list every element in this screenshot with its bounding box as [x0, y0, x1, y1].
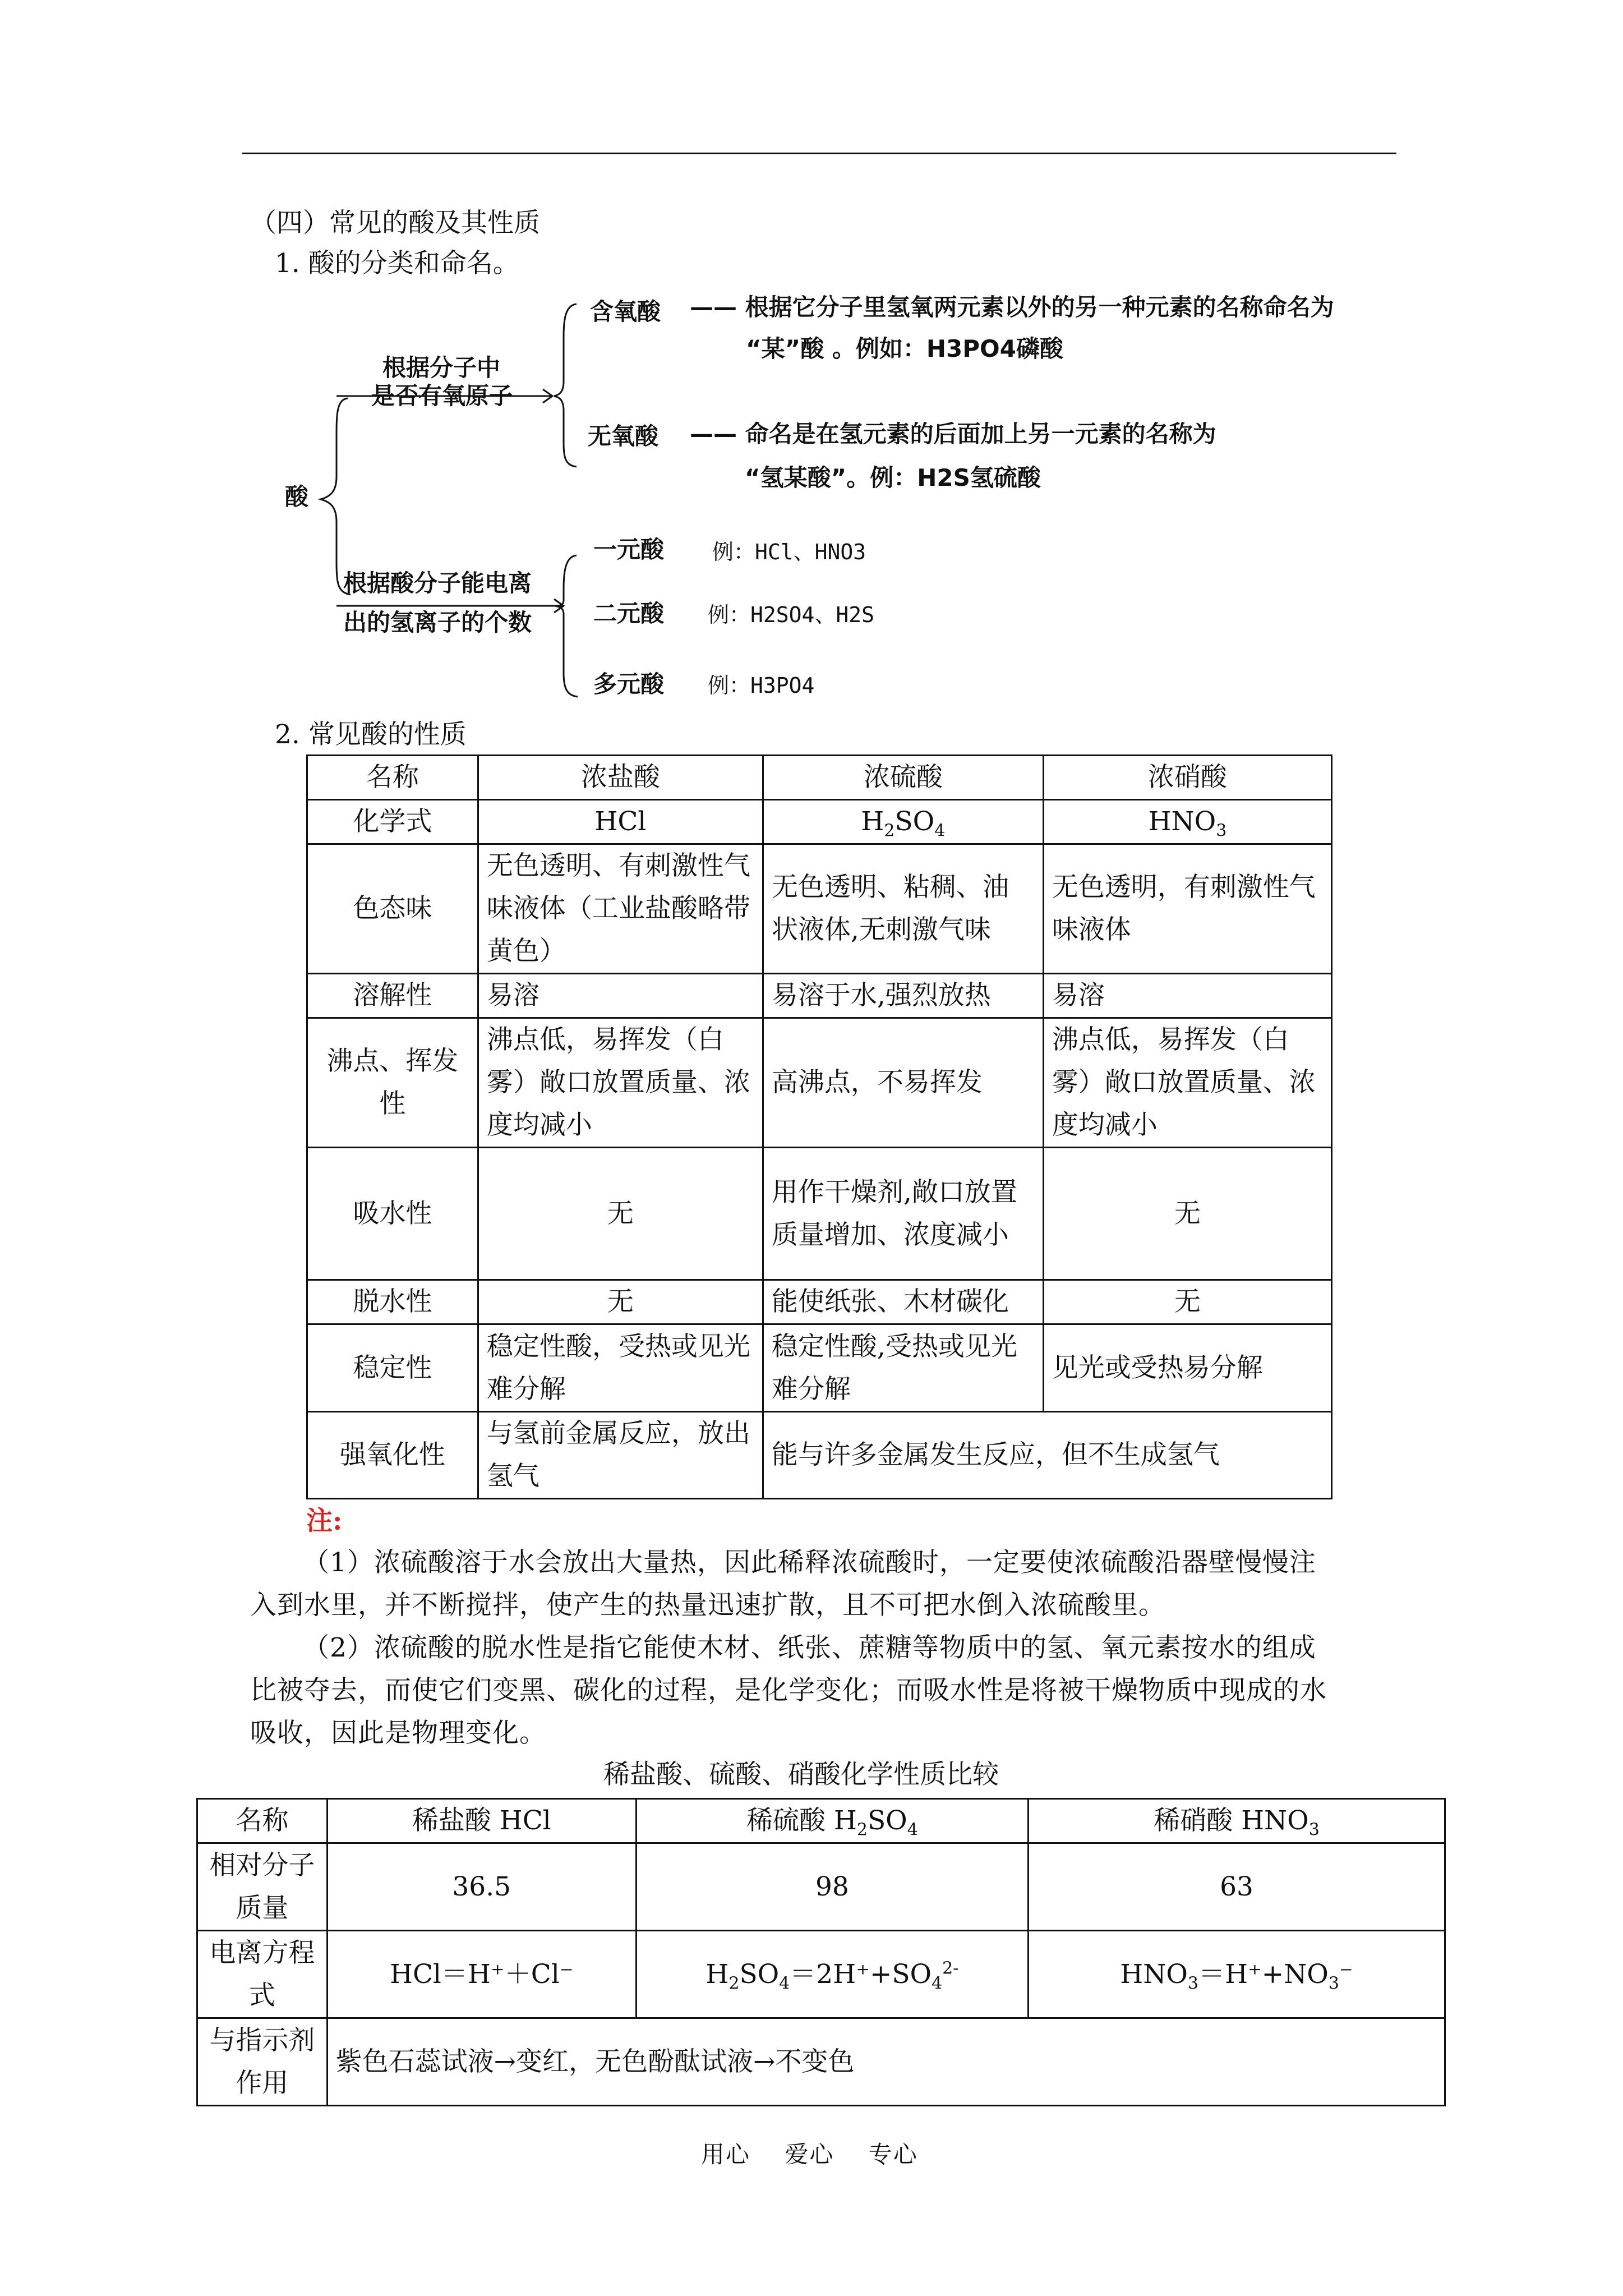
- t2-header-hno3: 稀硝酸 $HNO_3$: [1028, 1799, 1445, 1843]
- t2-ion-label: 电离方程式: [197, 1931, 328, 2018]
- t1-cell: 高沸点，不易挥发: [763, 1018, 1043, 1148]
- poly-acid-example: 例：H3PO4: [708, 673, 815, 698]
- t2-ion-hno3: $HNO_3=H^++NO_3^-$: [1028, 1931, 1445, 2018]
- t1-header-hno3: 浓硝酸: [1043, 756, 1331, 800]
- t1-header-name: 名称: [307, 756, 478, 800]
- t1-cell: 无色透明、有刺激性气味液体（工业盐酸略带黄色）: [478, 844, 763, 974]
- t1-cell: 与氢前金属反应，放出氢气: [478, 1412, 763, 1499]
- branch2-line1: 根据酸分子能电离: [343, 569, 532, 597]
- t1-formula-label: 化学式: [307, 800, 478, 844]
- nonoxy-acid-desc2: “氢某酸”。例：H2S氢硫酸: [745, 464, 1041, 491]
- t1-cell: 无: [1043, 1148, 1331, 1280]
- t2-ion-h2so4: $H_2SO_4=2H^++SO_4^{2-}$: [636, 1931, 1028, 2018]
- t1-row-label: 稳定性: [307, 1324, 478, 1412]
- t1-cell-merged: 能与许多金属发生反应，但不生成氢气: [763, 1412, 1331, 1499]
- t1-cell: 沸点低，易挥发（白雾）敞口放置质量、浓度均减小: [478, 1018, 763, 1148]
- t1-cell: 见光或受热易分解: [1043, 1324, 1331, 1412]
- t1-row-label: 溶解性: [307, 974, 478, 1018]
- t1-formula-hno3: $HNO_3$: [1043, 800, 1331, 844]
- t1-formula-h2so4: $H_2SO_4$: [763, 800, 1043, 844]
- note-2-line: 吸收，因此是物理变化。: [250, 1718, 546, 1749]
- branch1-line2: 是否有氧原子: [371, 382, 513, 409]
- item2-title: 2. 常见酸的性质: [275, 719, 467, 750]
- t2-header-hcl: 稀盐酸 HCl: [327, 1799, 636, 1843]
- t2-header-h2so4: 稀硫酸 $H_2SO_4$: [636, 1799, 1028, 1843]
- acid-classification-diagram: [258, 269, 1334, 712]
- t1-cell: 无: [478, 1280, 763, 1324]
- t1-cell: 沸点低，易挥发（白雾）敞口放置质量、浓度均减小: [1043, 1018, 1331, 1148]
- di-acid-example: 例：H2SO4、H2S: [708, 602, 875, 627]
- t1-row-label: 吸水性: [307, 1148, 478, 1280]
- t2-indicator-value: 紫色石蕊试液→变红，无色酚酞试液→不变色: [327, 2018, 1445, 2106]
- note-1: [250, 1542, 1400, 1627]
- nonoxy-acid-desc1: —— 命名是在氢元素的后面加上另一元素的名称为: [690, 420, 1216, 448]
- t1-cell: 能使纸张、木材碳化: [763, 1280, 1043, 1324]
- table2-title: 稀盐酸、硫酸、硝酸化学性质比较: [603, 1759, 999, 1790]
- note-2: [250, 1627, 1400, 1755]
- item1-title: 1. 酸的分类和命名。: [275, 248, 519, 279]
- t1-header-hcl: 浓盐酸: [478, 756, 763, 800]
- t1-row-label: 沸点、挥发性: [307, 1018, 478, 1148]
- note-label: 注:: [306, 1506, 343, 1536]
- note-1-line: （1）浓硫酸溶于水会放出大量热，因此稀释浓硫酸时，一定要使浓硫酸沿器壁慢慢注: [303, 1547, 1316, 1578]
- nonoxy-acid-label: 无氧酸: [588, 422, 659, 450]
- t2-mass-h2so4: 98: [636, 1843, 1028, 1931]
- t1-cell: 无色透明，有刺激性气味液体: [1043, 844, 1331, 974]
- branch1-line1: 根据分子中: [382, 354, 501, 381]
- t1-header-h2so4: 浓硫酸: [763, 756, 1043, 800]
- mono-acid-example: 例：HCl、HNO3: [712, 540, 866, 564]
- t1-row-label: 色态味: [307, 844, 478, 974]
- dilute-acids-table: [196, 1798, 1446, 2106]
- diagram-root-label: 酸: [285, 483, 309, 510]
- oxy-acid-desc2: “某”酸 。例如：H3PO4磷酸: [746, 335, 1063, 362]
- t1-row-label: 强氧化性: [307, 1412, 478, 1499]
- t1-cell: 易溶于水,强烈放热: [763, 974, 1043, 1018]
- t1-cell: 稳定性酸，受热或见光难分解: [478, 1324, 763, 1412]
- oxy-acid-label: 含氧酸: [590, 298, 661, 325]
- header-rule: [242, 153, 1396, 154]
- oxy-acid-desc1: —— 根据它分子里氢氧两元素以外的另一种元素的名称命名为: [690, 293, 1334, 321]
- t1-cell: 易溶: [1043, 974, 1331, 1018]
- t2-header-name: 名称: [197, 1799, 328, 1843]
- t1-row-label: 脱水性: [307, 1280, 478, 1324]
- poly-acid-label: 多元酸: [593, 670, 665, 698]
- t1-formula-hcl: HCl: [478, 800, 763, 844]
- t1-cell: 无色透明、粘稠、油状液体,无刺激气味: [763, 844, 1043, 974]
- t1-cell: 用作干燥剂,敞口放置质量增加、浓度减小: [763, 1148, 1043, 1280]
- concentrated-acids-table: [306, 754, 1332, 1499]
- note-2-line: 比被夺去，而使它们变黑、碳化的过程，是化学变化；而吸水性是将被干燥物质中现成的水: [250, 1675, 1327, 1706]
- mono-acid-label: 一元酸: [593, 536, 665, 563]
- di-acid-label: 二元酸: [593, 600, 665, 627]
- t2-indicator-label: 与指示剂作用: [197, 2018, 328, 2106]
- t2-mass-hno3: 63: [1028, 1843, 1445, 1931]
- t2-ion-hcl: HCl＝H⁺＋Cl⁻: [327, 1931, 636, 2018]
- t2-mass-label: 相对分子质量: [197, 1843, 328, 1931]
- t2-mass-hcl: 36.5: [327, 1843, 636, 1931]
- section-title: （四）常见的酸及其性质: [250, 208, 540, 238]
- t1-cell: 易溶: [478, 974, 763, 1018]
- note-2-line: （2）浓硫酸的脱水性是指它能使木材、纸张、蔗糖等物质中的氢、氧元素按水的组成: [303, 1632, 1316, 1663]
- note-1-line: 入到水里，并不断搅拌，使产生的热量迅速扩散，且不可把水倒入浓硫酸里。: [250, 1590, 1165, 1621]
- t1-cell: 无: [478, 1148, 763, 1280]
- page-footer: 用心 爱心 专心: [701, 2141, 918, 2168]
- branch2-line2: 出的氢离子的个数: [343, 609, 532, 636]
- t1-cell: 稳定性酸,受热或见光难分解: [763, 1324, 1043, 1412]
- t1-cell: 无: [1043, 1280, 1331, 1324]
